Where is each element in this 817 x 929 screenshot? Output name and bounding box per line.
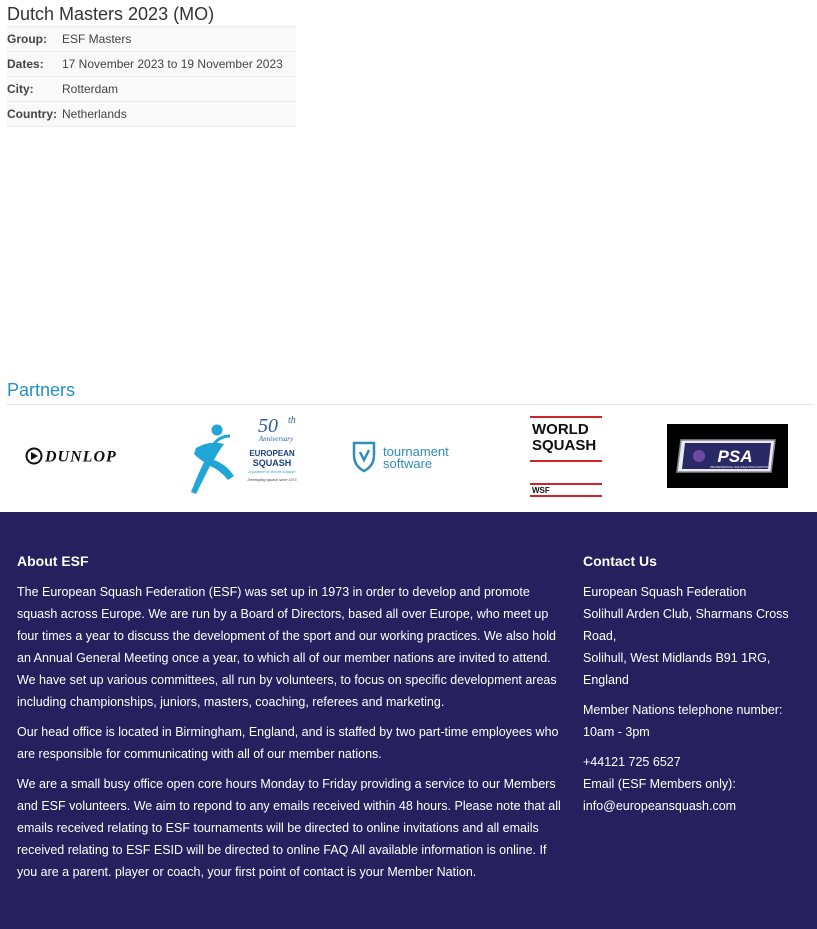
address-line: Solihull Arden Club, Sharmans Cross Road, — [583, 607, 789, 643]
phone-number[interactable]: +44121 725 6527 — [583, 755, 681, 769]
table-row — [7, 52, 296, 77]
group-value: ESF Masters — [62, 27, 296, 52]
wsf-abbr: WSF — [532, 486, 550, 495]
esf-logo-line1: EUROPEAN — [249, 449, 295, 458]
phone-label: Member Nations telephone number: 10am - 3pm — [583, 703, 783, 739]
group-label: Group: — [7, 27, 62, 52]
esf-logo-tagline: A partner of World Squash — [248, 469, 296, 474]
email-label: Email (ESF Members only): — [583, 777, 736, 791]
event-details-table — [7, 26, 296, 127]
contact-address — [583, 581, 805, 691]
dates-label: Dates: — [7, 52, 62, 77]
about-heading: About ESF — [17, 553, 89, 569]
email-link[interactable]: info@europeansquash.com — [583, 799, 737, 813]
anniversary-word: Anniversary — [258, 435, 294, 443]
psa-logo-graphic — [667, 424, 788, 488]
address-line: European Squash Federation — [583, 585, 747, 599]
table-row — [7, 77, 296, 102]
about-paragraph: Our head office is located in Birmingham, England, and is staffed by two part-time employees who are responsible for communicating with all of our member nations. — [17, 725, 559, 761]
esf-logo-sub: Developing squash since 1973 — [247, 478, 297, 482]
tournament-software-logo-graphic — [352, 440, 467, 474]
world-squash-logo[interactable] — [530, 414, 603, 498]
tournament-software-logo[interactable] — [352, 440, 467, 474]
city-value: Rotterdam — [62, 77, 296, 102]
dunlop-text: DUNLOP — [45, 448, 117, 466]
anniversary-suffix: th — [288, 415, 296, 426]
contact-heading: Contact Us — [583, 553, 657, 569]
about-paragraph: The European Squash Federation (ESF) was set up in 1973 in order to develop and promote squash across Europe. We are run by a Board of Directors, based all over Europe, who meet up four times a year to discuss the development of the sport and our working practices. We also hold an Annual General Meeting once a year, to which all of our member nations are invited to attend. We have set up various committees, all run by volunteers, to focus on specific development areas including championships, juniors, masters, coaching, referees and marketing. — [17, 585, 557, 709]
dates-value: 17 November 2023 to 19 November 2023 — [62, 52, 296, 77]
about-text — [17, 581, 565, 891]
page-title: Dutch Masters 2023 (MO) — [7, 4, 215, 24]
site-footer — [0, 512, 817, 929]
table-row — [7, 27, 296, 52]
dunlop-logo-graphic — [25, 444, 147, 468]
contact-info — [583, 581, 805, 817]
country-label: Country: — [7, 102, 62, 127]
anniversary-number: 50 — [258, 415, 278, 437]
contact-email-block — [583, 751, 805, 817]
psa-logo[interactable] — [667, 424, 788, 488]
ts-line2: software — [383, 456, 433, 471]
wsf-line1: WORLD — [532, 421, 589, 438]
world-squash-logo-graphic — [530, 414, 603, 498]
country-value: Netherlands — [62, 102, 296, 127]
esf-logo-line2: SQUASH — [252, 458, 292, 468]
partners-heading: Partners — [7, 380, 76, 400]
city-label: City: — [7, 77, 62, 102]
address-line: Solihull, West Midlands B91 1RG, England — [583, 651, 771, 687]
european-squash-logo[interactable] — [190, 414, 306, 500]
ts-line1: tournament — [383, 444, 449, 459]
psa-text: PSA — [717, 447, 753, 466]
european-squash-logo-graphic — [190, 414, 306, 500]
dunlop-logo[interactable] — [25, 444, 147, 468]
table-row — [7, 102, 296, 127]
wsf-line2: SQUASH — [532, 437, 597, 454]
partners-divider — [7, 404, 815, 405]
about-paragraph: We are a small busy office open core hours Monday to Friday providing a service to our Members and ESF volunteers. We aim to repond to any emails received within 48 hours. Please note that all emails received relating to ESF tournaments will be directed to online invitations and all emails received relating to ESF ESID will be directed to online FAQ All available information is online. If you are a parent. player or coach, your first point of contact is your Member Nation. — [17, 777, 561, 879]
psa-sub: PROFESSIONAL SQUASH ASSOCIATION — [710, 465, 768, 469]
